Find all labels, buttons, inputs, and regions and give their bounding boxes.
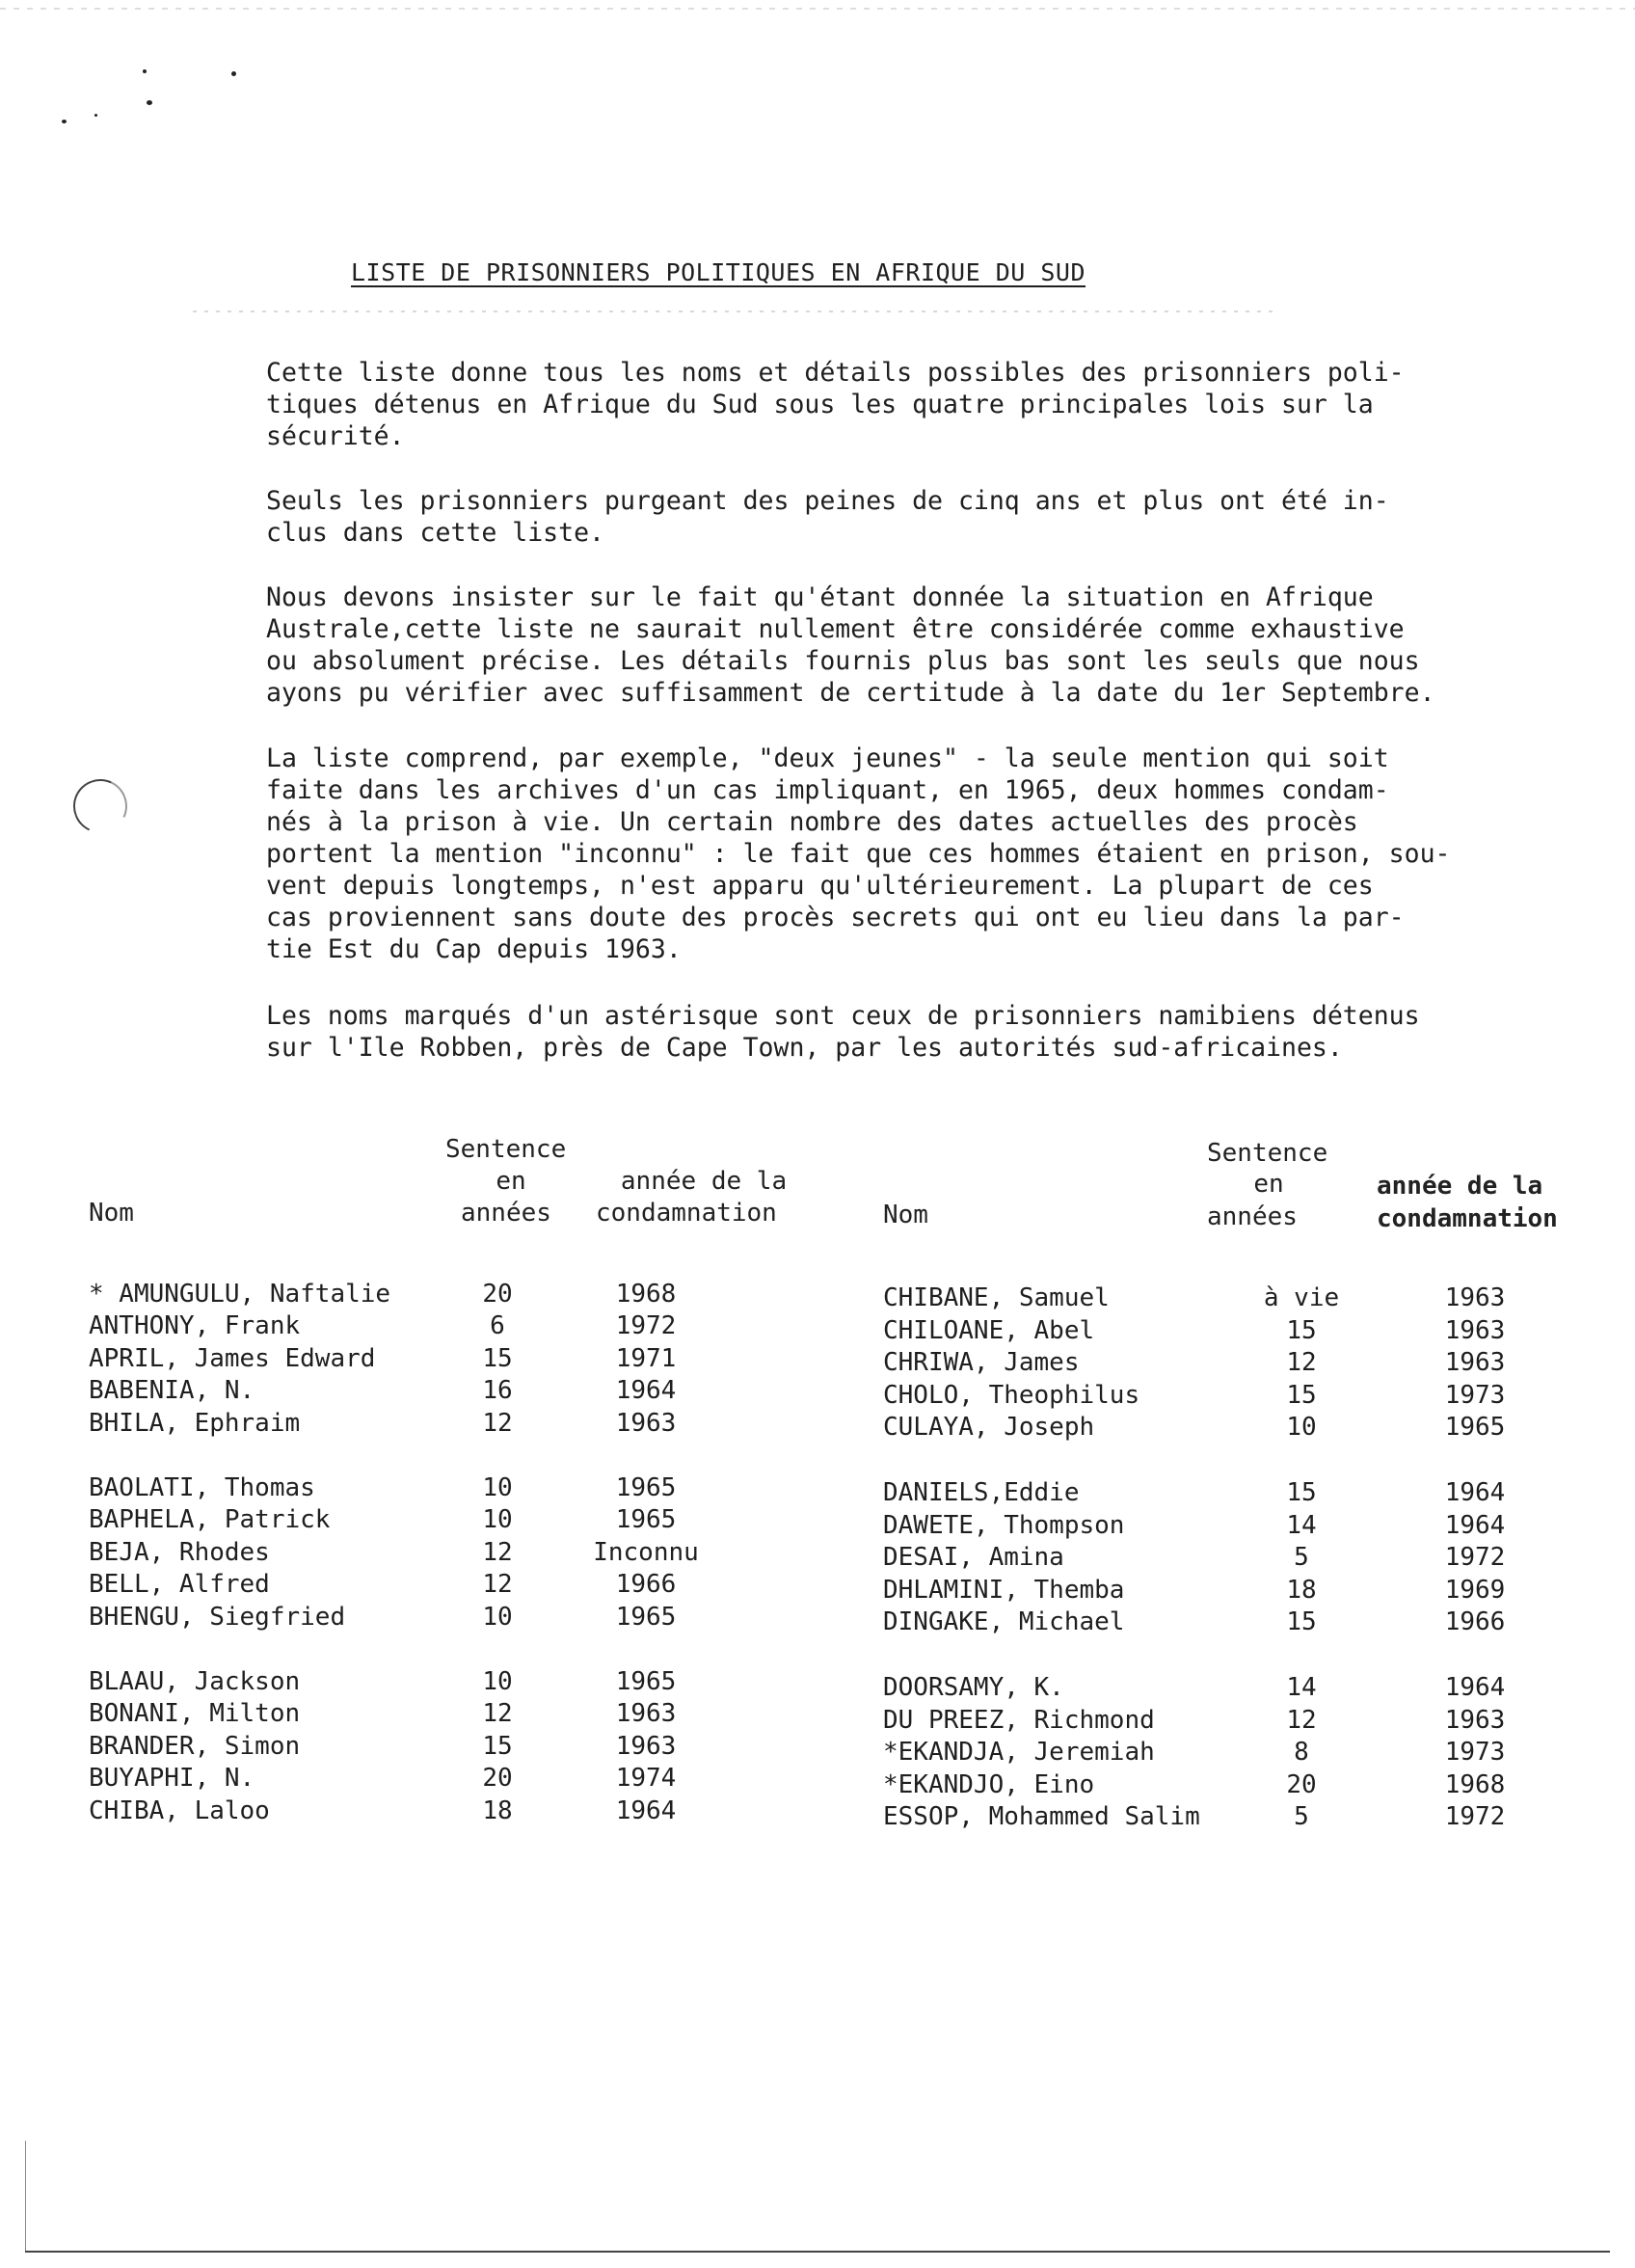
left-row-sentence: 6 — [490, 1311, 505, 1341]
left-row-name: BEJA, Rhodes — [89, 1537, 270, 1567]
left-row-name: BLAAU, Jackson — [89, 1667, 301, 1696]
right-row-name: DESAI, Amina — [883, 1543, 1064, 1573]
left-row-sentence: 10 — [482, 1505, 513, 1535]
left-row-name: BAOLATI, Thomas — [89, 1473, 315, 1502]
left-row-year: 1965 — [615, 1667, 677, 1696]
left-header-annees: années — [461, 1199, 551, 1228]
left-row-name: BELL, Alfred — [89, 1570, 270, 1600]
scan-edge-line — [25, 2141, 26, 2253]
left-row-name: BUYAPHI, N. — [89, 1764, 255, 1794]
left-row-year: Inconnu — [593, 1537, 699, 1567]
right-row-year: 1964 — [1444, 1673, 1506, 1702]
left-row-year: 1964 — [615, 1376, 677, 1406]
punch-hole-mark — [66, 771, 135, 841]
left-row-name: ANTHONY, Frank — [89, 1311, 301, 1341]
left-row-sentence: 20 — [482, 1280, 513, 1309]
right-row-year: 1966 — [1444, 1607, 1506, 1637]
left-row-name: * AMUNGULU, Naftalie — [89, 1280, 391, 1309]
scan-noise-under-title — [193, 310, 1273, 312]
right-header-en: en — [1253, 1170, 1284, 1199]
left-row-year: 1964 — [615, 1796, 677, 1825]
left-header-nom: Nom — [89, 1199, 134, 1228]
left-row-name: BHILA, Ephraim — [89, 1408, 301, 1438]
right-row-year: 1973 — [1444, 1738, 1506, 1768]
left-header-annee-de-la: année de la — [620, 1167, 788, 1196]
left-row-sentence: 12 — [482, 1408, 513, 1438]
scan-noise-top — [0, 8, 1635, 10]
right-row-year: 1964 — [1444, 1478, 1506, 1507]
right-header-annees: années — [1207, 1202, 1298, 1231]
right-row-year: 1968 — [1444, 1769, 1506, 1799]
right-row-year: 1964 — [1444, 1510, 1506, 1540]
left-row-sentence: 10 — [482, 1667, 513, 1696]
left-row-year: 1963 — [615, 1699, 677, 1729]
left-row-year: 1974 — [615, 1764, 677, 1794]
left-row-sentence: 18 — [482, 1796, 513, 1825]
left-row-name: CHIBA, Laloo — [89, 1796, 270, 1825]
left-row-year: 1966 — [615, 1570, 677, 1600]
intro-paragraph-2: Seuls les prisonniers purgeant des peines de cinq ans et plus ont été in- clus dans cette liste. — [266, 486, 1389, 548]
right-row-sentence: 20 — [1286, 1769, 1317, 1799]
left-row-year: 1965 — [615, 1602, 677, 1632]
left-row-sentence: 10 — [482, 1602, 513, 1632]
intro-paragraph-4: La liste comprend, par exemple, "deux jeunes" - la seule mention qui soit faite dans les archives d'un cas impliquant, en 1965, deux hommes condam- nés à la prison à vie. Un certain nombre des dates actuelles des procès portent la mention "inconnu" : le fait que ces hommes étaient en prison, sou- vent depuis longtemps, n'est apparu qu'ultérieurement. La plupart de ces cas proviennent sans doute des procès secrets qui ont eu lieu dans la par- tie Est du Cap depuis 1963. — [266, 743, 1451, 964]
left-row-sentence: 15 — [482, 1731, 513, 1761]
left-row-year: 1965 — [615, 1505, 677, 1535]
right-row-name: DANIELS,Eddie — [883, 1478, 1080, 1507]
left-row-sentence: 12 — [482, 1537, 513, 1567]
right-row-sentence: 14 — [1286, 1510, 1317, 1540]
right-row-sentence: à vie — [1263, 1283, 1340, 1312]
right-row-name: CHRIWA, James — [883, 1348, 1080, 1378]
left-row-name: BHENGU, Siegfried — [89, 1602, 346, 1632]
right-row-sentence: 18 — [1286, 1575, 1317, 1605]
left-row-year: 1972 — [615, 1311, 677, 1341]
right-row-year: 1973 — [1444, 1380, 1506, 1410]
left-row-name: APRIL, James Edward — [89, 1343, 376, 1373]
right-row-sentence: 8 — [1294, 1738, 1309, 1768]
intro-paragraph-5: Les noms marqués d'un astérisque sont ceux de prisonniers namibiens détenus sur l'Ile Robben, près de Cape Town, par les autorités sud-africaines. — [266, 1001, 1420, 1063]
page-bottom-rule — [25, 2251, 1610, 2253]
left-row-name: BABENIA, N. — [89, 1376, 255, 1406]
right-row-name: DHLAMINI, Themba — [883, 1575, 1125, 1605]
page-title: LISTE DE PRISONNIERS POLITIQUES EN AFRIQUE DU SUD — [351, 258, 1086, 286]
right-row-year: 1969 — [1444, 1575, 1506, 1605]
intro-paragraph-1: Cette liste donne tous les noms et détails possibles des prisonniers poli- tiques détenus en Afrique du Sud sous les quatre principales lois sur la sécurité. — [266, 358, 1405, 451]
right-header-annee-de-la: année de la — [1377, 1172, 1543, 1201]
right-row-year: 1972 — [1444, 1543, 1506, 1573]
left-header-sentence: Sentence — [445, 1135, 567, 1164]
left-row-name: BAPHELA, Patrick — [89, 1505, 331, 1535]
right-row-sentence: 15 — [1286, 1380, 1317, 1410]
right-row-name: *EKANDJO, Eino — [883, 1769, 1095, 1799]
right-row-sentence: 12 — [1286, 1348, 1317, 1378]
right-row-sentence: 15 — [1286, 1478, 1317, 1507]
left-row-year: 1965 — [615, 1473, 677, 1502]
left-row-sentence: 10 — [482, 1473, 513, 1502]
right-row-name: DAWETE, Thompson — [883, 1510, 1125, 1540]
left-row-name: BRANDER, Simon — [89, 1731, 301, 1761]
right-row-sentence: 10 — [1286, 1413, 1317, 1443]
right-row-name: DINGAKE, Michael — [883, 1607, 1125, 1637]
right-row-sentence: 15 — [1286, 1315, 1317, 1345]
right-row-year: 1963 — [1444, 1705, 1506, 1735]
right-header-condamnation: condamnation — [1377, 1204, 1558, 1233]
left-row-sentence: 12 — [482, 1699, 513, 1729]
right-row-sentence: 5 — [1294, 1802, 1309, 1832]
left-header-en: en — [496, 1167, 526, 1196]
left-header-condamnation: condamnation — [596, 1199, 777, 1228]
right-row-name: CHILOANE, Abel — [883, 1315, 1095, 1345]
left-row-sentence: 12 — [482, 1570, 513, 1600]
left-row-sentence: 20 — [482, 1764, 513, 1794]
right-row-name: CHOLO, Theophilus — [883, 1380, 1140, 1410]
right-row-sentence: 15 — [1286, 1607, 1317, 1637]
right-row-year: 1972 — [1444, 1802, 1506, 1832]
intro-paragraph-3: Nous devons insister sur le fait qu'étant donnée la situation en Afrique Australe,cette liste ne saurait nullement être considérée comme exhaustive ou absolument précise. Les détails fournis plus bas sont les seuls que nous ayons pu vérifier avec suffisamment de certitude à la date du 1er Septembre. — [266, 582, 1435, 708]
right-row-name: CULAYA, Joseph — [883, 1413, 1095, 1443]
left-row-sentence: 16 — [482, 1376, 513, 1406]
right-row-name: CHIBANE, Samuel — [883, 1283, 1110, 1312]
right-row-name: DU PREEZ, Richmond — [883, 1705, 1155, 1735]
right-header-sentence: Sentence — [1207, 1139, 1328, 1168]
left-row-name: BONANI, Milton — [89, 1699, 301, 1729]
right-row-year: 1965 — [1444, 1413, 1506, 1443]
left-row-year: 1963 — [615, 1408, 677, 1438]
right-header-nom: Nom — [883, 1201, 928, 1229]
right-row-name: ESSOP, Mohammed Salim — [883, 1802, 1200, 1832]
left-row-year: 1971 — [615, 1343, 677, 1373]
right-row-sentence: 14 — [1286, 1673, 1317, 1702]
left-row-year: 1963 — [615, 1731, 677, 1761]
right-row-sentence: 12 — [1286, 1705, 1317, 1735]
right-row-name: *EKANDJA, Jeremiah — [883, 1738, 1155, 1768]
right-row-year: 1963 — [1444, 1283, 1506, 1312]
left-row-sentence: 15 — [482, 1343, 513, 1373]
right-row-sentence: 5 — [1294, 1543, 1309, 1573]
right-row-name: DOORSAMY, K. — [883, 1673, 1064, 1702]
right-row-year: 1963 — [1444, 1348, 1506, 1378]
left-row-year: 1968 — [615, 1280, 677, 1309]
right-row-year: 1963 — [1444, 1315, 1506, 1345]
